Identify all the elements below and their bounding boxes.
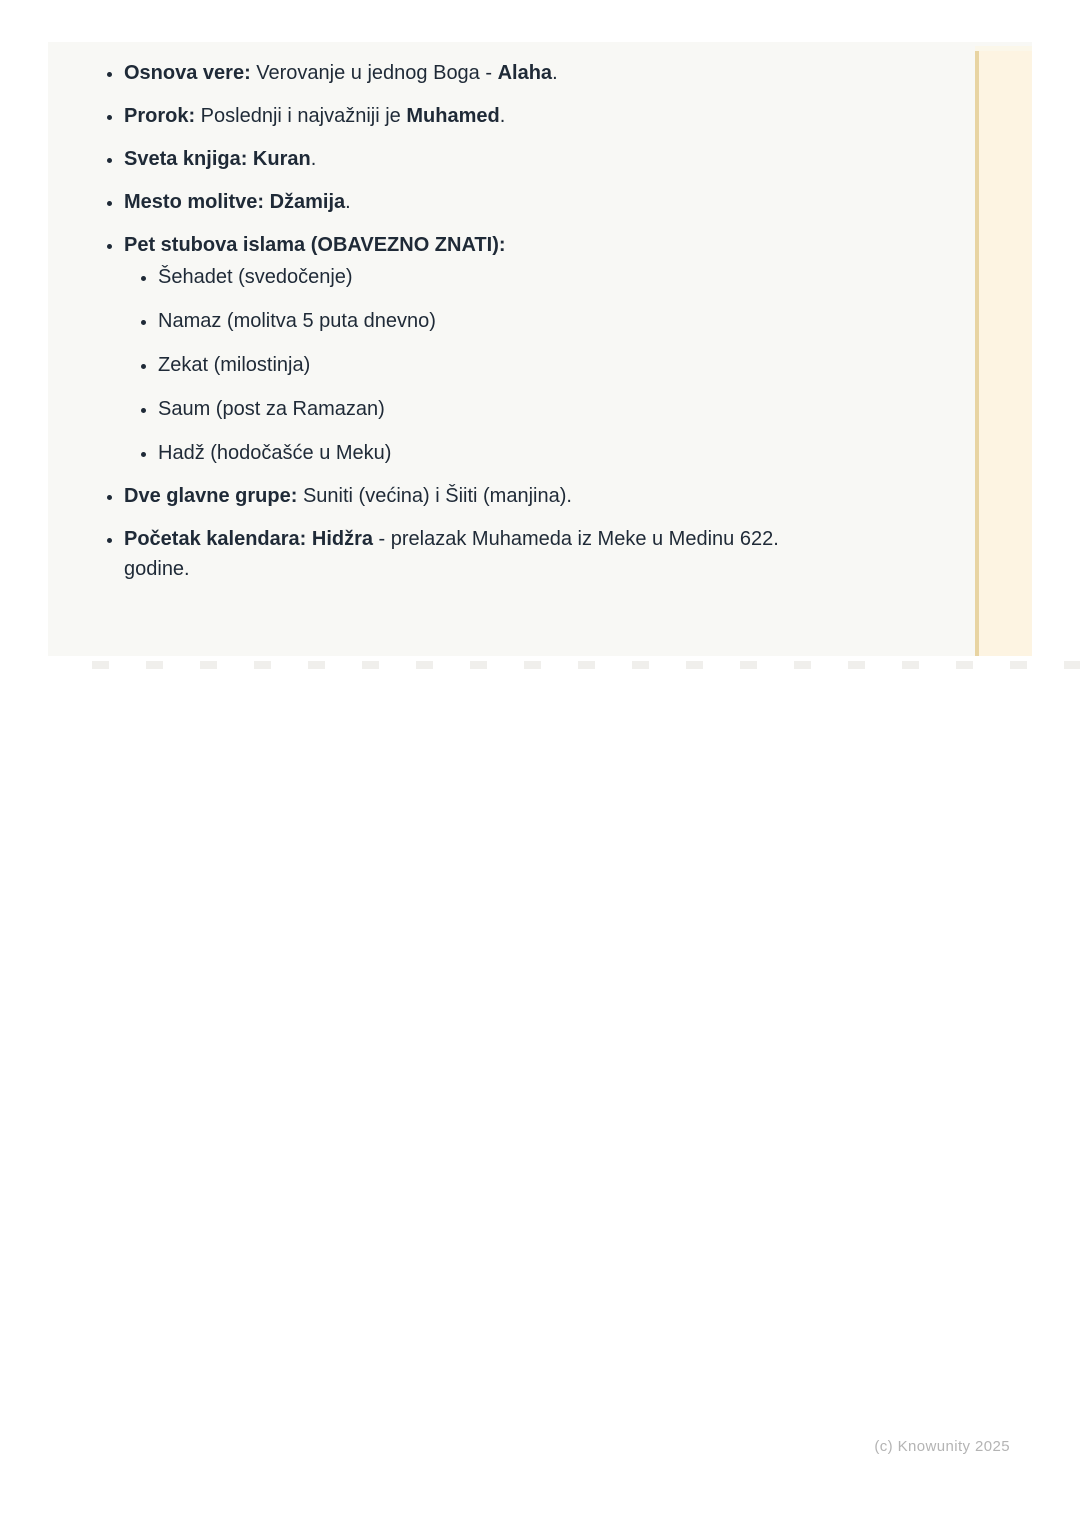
notes-card — [48, 42, 1032, 656]
list-item-mesto-molitve — [124, 187, 904, 217]
list-item-label: Prorok: — [124, 105, 196, 127]
list-item-text: - prelazak Muhameda iz Meke u Medinu 622. — [373, 528, 779, 550]
list-item-osnova-vere — [124, 58, 904, 88]
pillars-sublist — [124, 262, 904, 468]
sublist-item-zekat: • Zekat (milostinja) — [158, 350, 904, 380]
list-item-sveta-knjiga — [124, 144, 904, 174]
list-item-text: . — [499, 105, 506, 127]
bullet-list — [48, 42, 904, 584]
sublist-item-hadz: • Hadž (hodočašće u Meku) — [158, 438, 904, 468]
list-item-text: Poslednji i najvažniji je — [195, 105, 407, 127]
list-item-text: Suniti (većina) i Šiiti (manjina). — [297, 485, 572, 507]
list-item-pet-stubova — [124, 230, 904, 468]
list-item-label: Dve glavne grupe: — [124, 485, 298, 507]
list-item-label: Početak kalendara: Hidžra — [124, 528, 373, 550]
list-item-text-wrapped: godine. — [124, 558, 190, 580]
list-item-text: . — [552, 62, 558, 84]
list-item-label: Pet stubova islama (OBAVEZNO ZNATI): — [124, 234, 506, 256]
list-item-label: Mesto molitve: Džamija — [124, 191, 346, 213]
sublist-item-namaz: • Namaz (molitva 5 puta dnevno) — [158, 306, 904, 336]
list-item-label: Sveta knjiga: Kuran — [124, 148, 311, 170]
list-item-emphasis: Alaha — [497, 62, 553, 84]
list-item-text: Verovanje u jednog Boga - — [250, 62, 498, 84]
list-item-pocetak-kalendara — [124, 524, 904, 584]
copyright-text: (c) Knowunity 2025 — [874, 1438, 1010, 1455]
sublist-item-sehadet: • Šehadet (svedočenje) — [158, 262, 904, 292]
list-item-label: Osnova vere: — [124, 62, 251, 84]
sublist-item-saum: • Saum (post za Ramazan) — [158, 394, 904, 424]
list-item-text: . — [310, 148, 317, 170]
list-item-emphasis: Muhamed — [406, 105, 500, 127]
list-item-text: . — [345, 191, 351, 213]
list-item-dve-grupe — [124, 481, 904, 511]
accent-stripe — [975, 46, 1032, 656]
list-item-prorok — [124, 101, 904, 131]
perforation-dashes — [92, 661, 1080, 669]
